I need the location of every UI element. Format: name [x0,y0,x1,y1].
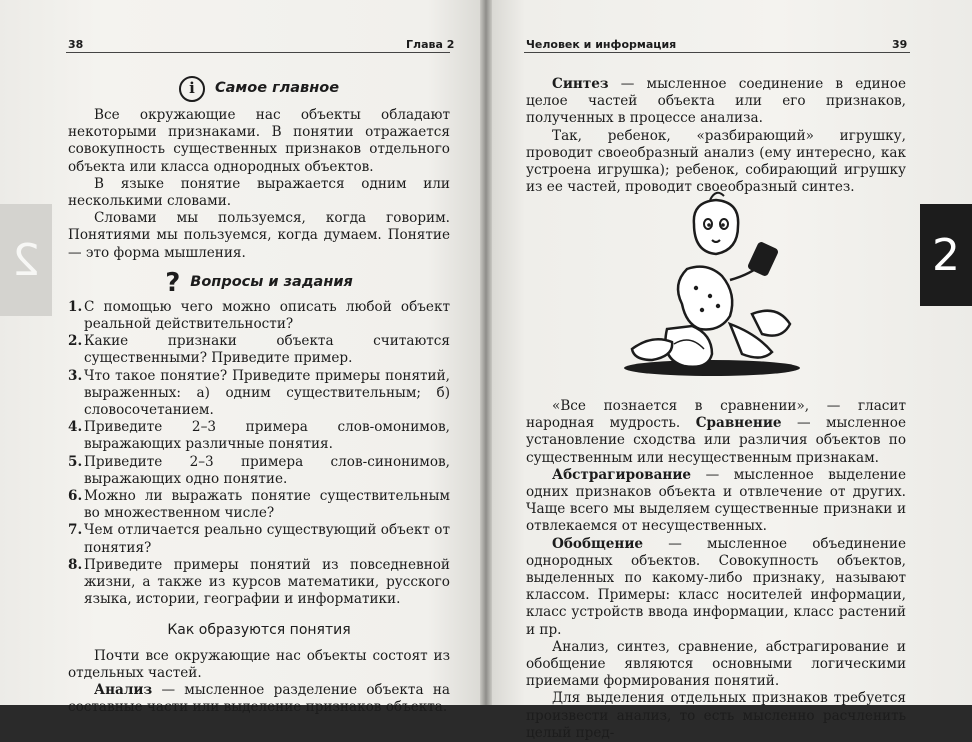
page-number-left: 38 [68,38,84,51]
running-head-right: Человек и информация [526,38,677,51]
list-item: 2. Какие признаки объекта считаются существенными? Приведите пример. [68,333,450,367]
list-item: 5. Приведите 2–3 примера слов-синонимов, выражающих одно понятие. [68,453,450,487]
summary-heading: i Самое главное [68,76,450,102]
list-item: 7. Чем отличается реально существующий объект от понятия? [68,522,450,556]
synthesis-definition: Синтез — мысленное соединение в единое целое частей объекта или его признаков, полученных в процессе анализа. [526,76,906,127]
last-paragraph: Для выделения отдельных признаков требуется произвести анализ, то есть мысленно расчленить целый пред- [526,690,906,741]
section-paragraph: Почти все окружающие нас объекты состоят из отдельных частей. [68,647,450,681]
header-rule-right [524,52,910,53]
questions-heading: ? Вопросы и задания [165,267,353,298]
list-item: 1. С помощью чего можно описать любой объект реальной действительности? [68,298,450,333]
chapter-tab: 2 [920,204,972,306]
section-heading: Как образуются понятия [167,622,351,639]
left-body [68,76,450,717]
abstraction-definition: Абстрагирование — мысленное выделение одних признаков объекта и отвлечение от других. Чаще всего мы выделяем существенные признаки и отвлекаемся от несущественных. [526,466,906,535]
summary-paragraph: В языке понятие выражается одним или несколькими словами. [68,175,450,210]
child-example: Так, ребенок, «разбирающий» игрушку, проводит своеобразный анализ (ему интересно, как устроена игрушка); ребенок, собирающий игрушку из ее частей, проводит своеобразный синтез. [526,127,906,196]
questions-list [68,299,450,609]
book-gutter [480,0,492,705]
right-body-bottom [526,398,906,742]
chapter-running-head: Глава 2 [406,38,455,51]
list-item: 3. Что такое понятие? Приведите примеры понятий, выраженных: а) одним существительным; б) словосочетанием. [68,367,450,419]
methods-paragraph: Анализ, синтез, сравнение, абстрагирование и обобщение являются основными логическими приемами формирования понятий. [526,638,906,690]
summary-paragraph: Все окружающие нас объекты обладают некоторыми признаками. В понятии отражается совокупность существенных признаков отдельного объекта или класса однородных объектов. [68,107,450,175]
right-page [486,0,972,741]
summary-paragraph: Словами мы пользуемся, когда говорим. Понятиями мы пользуемся, когда думаем. Понятие — это форма мышления. [68,210,450,261]
proverb-paragraph: «Все познается в сравнении», — гласит народная мудрость. Сравнение — мысленное установление сходства или различия объектов по существенным или несущественным признакам. [526,398,906,466]
mirrored-chapter-tab: 2 [0,204,52,316]
generalization-definition: Обобщение — мысленное объединение однородных объектов. Совокупность объектов, выделенных по какому-либо признаку, называют классом. Примеры: класс носителей информации, класс устройств ввода информации, класс растений и пр. [526,535,906,638]
left-page [0,0,486,716]
right-body-top [526,76,906,196]
list-item: 4. Приведите 2–3 примера слов-омонимов, выражающих различные понятия. [68,419,450,453]
question-mark-icon: ? [165,267,181,298]
analysis-definition: Анализ — мысленное разделение объекта на составные части или выделение признаков объекта. [68,682,450,716]
list-item: 8. Приведите примеры понятий из повседневной жизни, а также из курсов математики, русского языка, истории, географии и информатики. [68,556,450,608]
page-number-right: 39 [892,38,908,51]
header-rule-left [66,52,450,53]
info-icon: i [179,76,205,102]
baby-with-toy-illustration [612,184,812,384]
list-item: 6. Можно ли выражать понятие существительным во множественном числе? [68,488,450,522]
